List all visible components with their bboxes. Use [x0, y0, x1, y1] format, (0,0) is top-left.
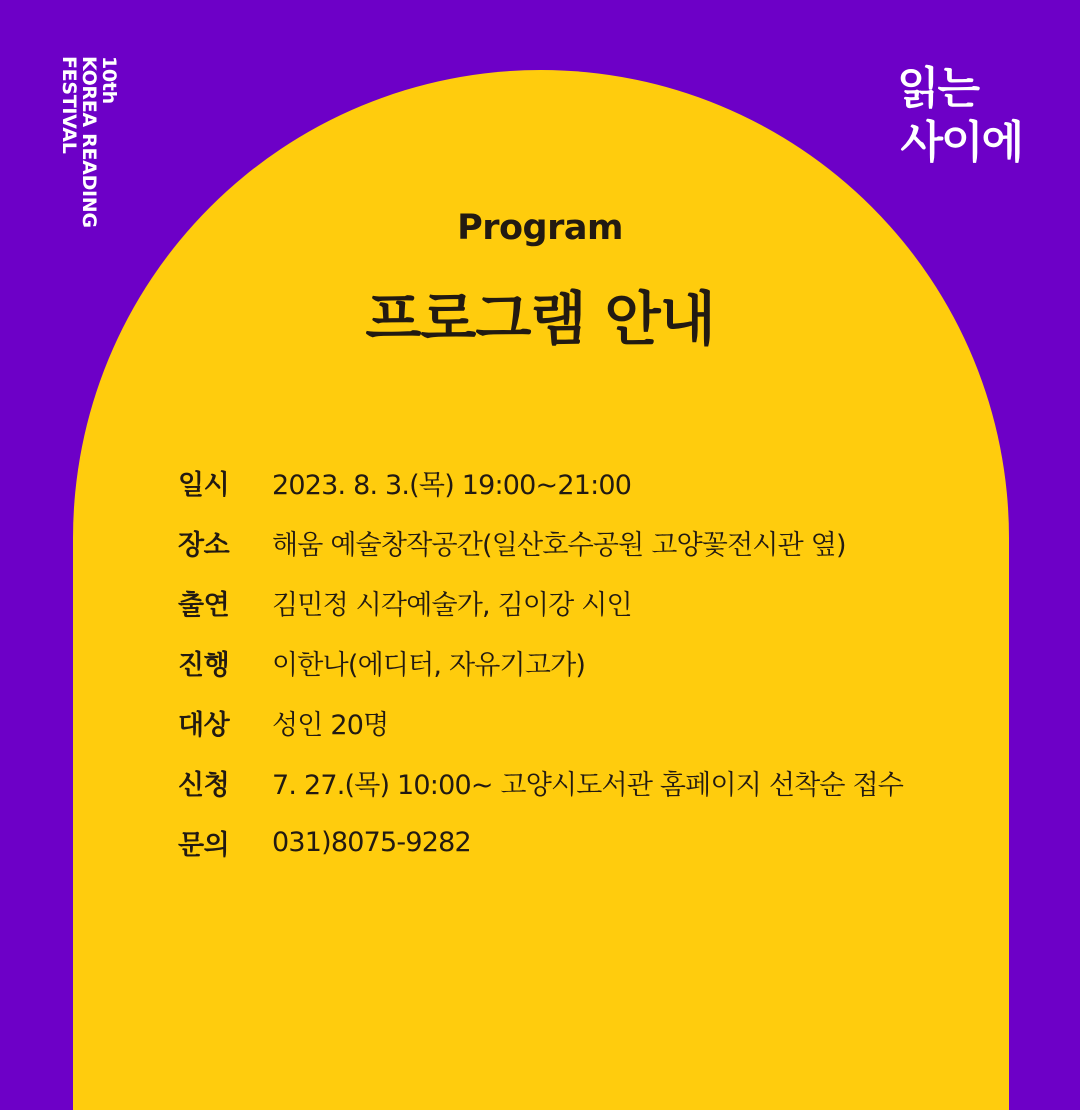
festival-edition: 10th [98, 56, 120, 104]
logo-line-1: 읽는 [896, 63, 978, 114]
info-row-date [178, 452, 903, 512]
info-label: 출연 [178, 589, 230, 621]
program-title-en: Program [457, 208, 623, 248]
info-value: 성인 20명 [272, 709, 389, 741]
info-value: 2023. 8. 3.(목) 19:00~21:00 [272, 469, 632, 501]
info-value: 김민정 시각예술가, 김이강 시인 [272, 589, 632, 621]
info-label: 진행 [178, 649, 230, 681]
info-label: 문의 [178, 829, 230, 861]
logo-line-2: 사이에 [900, 117, 1022, 168]
info-label: 일시 [178, 469, 230, 501]
info-value: 031)8075-9282 [272, 826, 471, 858]
festival-name: KOREA READING [78, 56, 100, 228]
info-row-performers [178, 572, 903, 632]
festival-word: FESTIVAL [58, 56, 80, 154]
info-value: 이한나(에디터, 자유기고가) [272, 649, 586, 681]
program-info-list [178, 452, 903, 872]
info-value: 7. 27.(목) 10:00~ 고양시도서관 홈페이지 선착순 접수 [272, 769, 904, 801]
reading-between-logo [892, 62, 1022, 170]
info-row-host [178, 632, 903, 692]
info-row-contact [178, 812, 903, 872]
info-value: 해움 예술창작공간(일산호수공원 고양꽃전시관 옆) [272, 529, 846, 561]
info-row-audience [178, 692, 903, 752]
program-title-ko: 프로그램 안내 [365, 285, 715, 353]
info-label: 신청 [178, 769, 230, 801]
info-label: 장소 [178, 529, 230, 561]
info-row-venue [178, 512, 903, 572]
info-label: 대상 [178, 709, 230, 741]
info-row-application [178, 752, 903, 812]
